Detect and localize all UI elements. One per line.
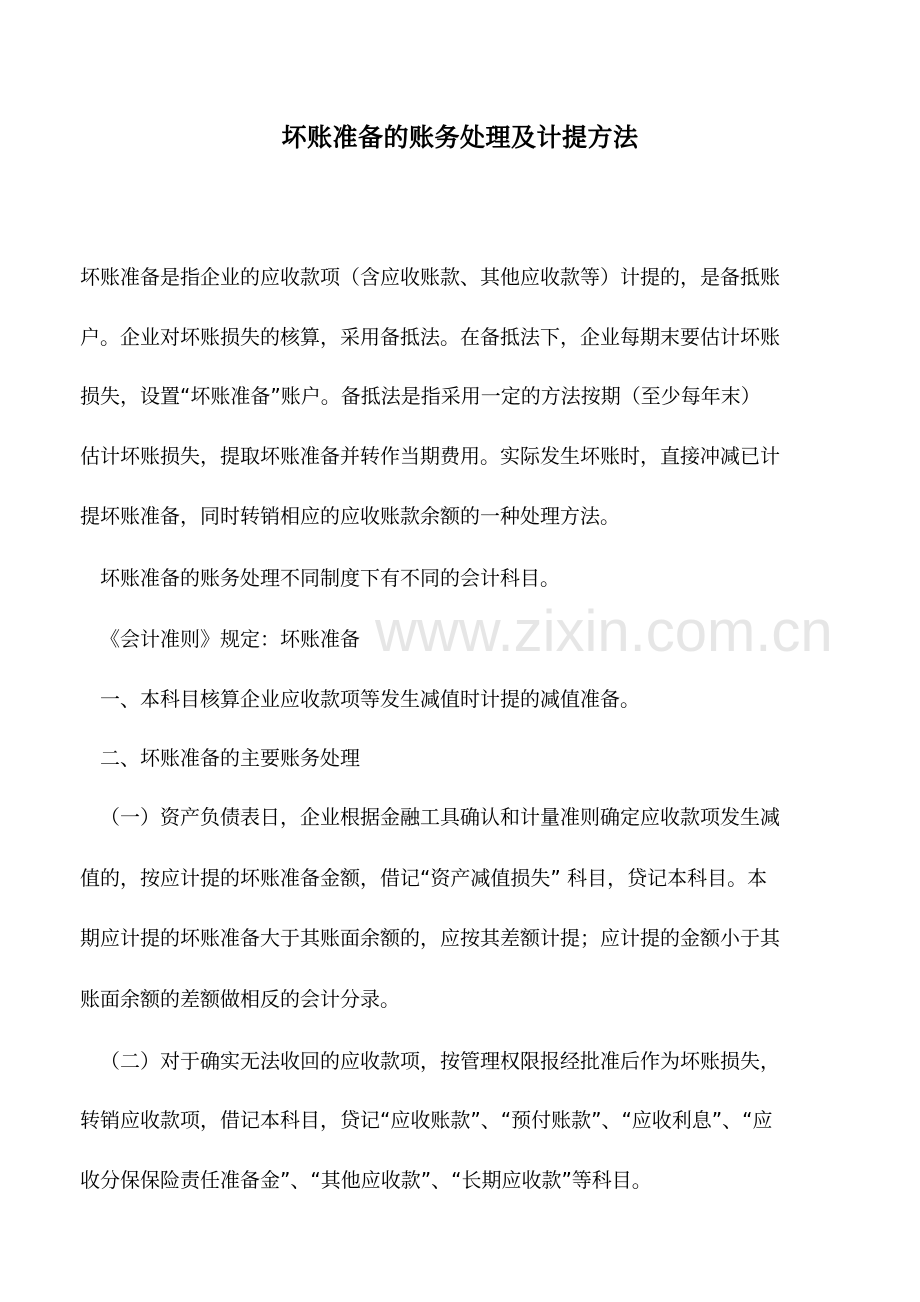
body-line: 《会计准则》规定：坏账准备: [100, 627, 360, 651]
body-line: 值的，按应计提的坏账准备金额，借记“资产减值损失” 科目，贷记本科目。本: [80, 866, 768, 890]
body-line: 转销应收款项，借记本科目，贷记“应收账款”、“预付账款”、“应收利息”、“应: [80, 1108, 773, 1132]
body-line: 收分保保险责任准备金”、“其他应收款”、“长期应收款”等科目。: [80, 1168, 652, 1192]
body-line: 提坏账准备，同时转销相应的应收账款余额的一种处理方法。: [80, 504, 620, 528]
body-line: （二）对于确实无法收回的应收款项，按管理权限报经批准后作为坏账损失，: [100, 1049, 780, 1073]
body-line: 损失，设置“坏账准备”账户。备抵法是指采用一定的方法按期（至少每年末）: [80, 384, 761, 408]
body-line: 坏账准备的账务处理不同制度下有不同的会计科目。: [100, 566, 560, 590]
body-line: 期应计提的坏账准备大于其账面余额的，应按其差额计提；应计提的金额小于其: [80, 926, 780, 950]
body-line: 二、坏账准备的主要账务处理: [100, 746, 360, 770]
body-line: 估计坏账损失，提取坏账准备并转作当期费用。实际发生坏账时，直接冲减已计: [80, 444, 780, 468]
body-line: 坏账准备是指企业的应收款项（含应收账款、其他应收款等）计提的，是备抵账: [80, 265, 780, 289]
body-line: （一）资产负债表日，企业根据金融工具确认和计量准则确定应收款项发生减: [100, 805, 780, 829]
watermark: www.zixin.com.cn: [375, 599, 833, 664]
document-title: 坏账准备的账务处理及计提方法: [281, 123, 639, 152]
body-line: 户。企业对坏账损失的核算，采用备抵法。在备抵法下，企业每期末要估计坏账: [80, 325, 780, 349]
body-line: 账面余额的差额做相反的会计分录。: [80, 987, 400, 1011]
body-line: 一、本科目核算企业应收款项等发生减值时计提的减值准备。: [100, 687, 640, 711]
